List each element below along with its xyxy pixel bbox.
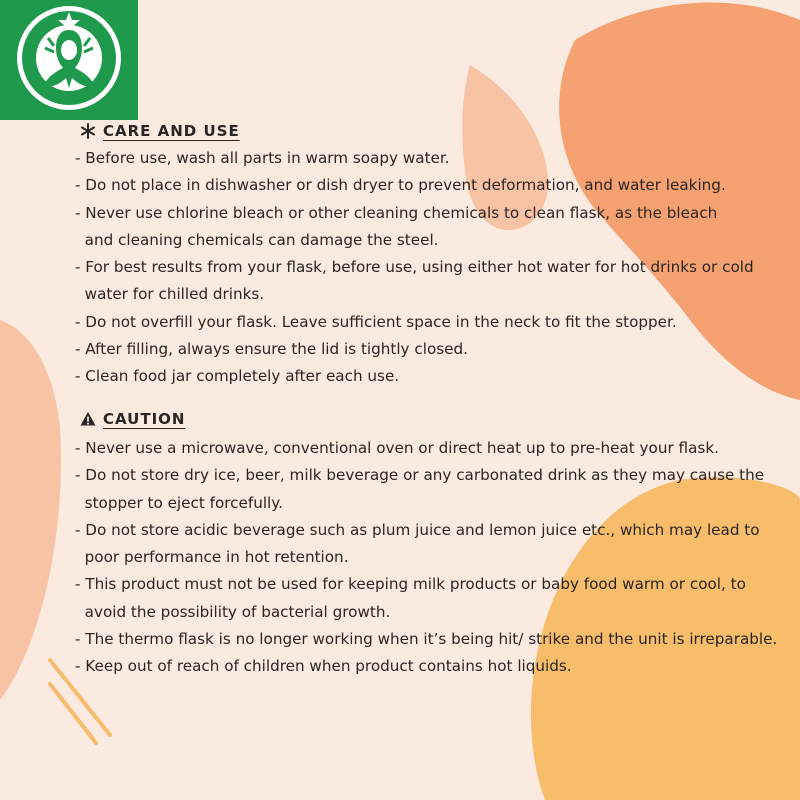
list-item: - Keep out of reach of children when product contains hot liquids. [75, 657, 572, 676]
list-item: and cleaning chemicals can damage the steel. [75, 230, 439, 249]
list-item: - Do not place in dishwasher or dish dryer to prevent deformation, and water leaking. [75, 176, 726, 195]
list-item: water for chilled drinks. [75, 285, 265, 304]
list-item: - Clean food jar completely after each use. [75, 367, 400, 386]
list-item: stopper to eject forcefully. [75, 493, 283, 512]
list-item: - Do not overfill your flask. Leave sufficient space in the neck to fit the stopper. [75, 312, 677, 331]
list-item: - After filling, always ensure the lid is tightly closed. [75, 340, 468, 359]
caution-title: CAUTION [103, 410, 186, 428]
care-and-use-heading [80, 122, 240, 140]
care-and-use-list [75, 145, 754, 391]
list-item: - This product must not be used for keeping milk products or baby food warm or cool, to [75, 575, 746, 594]
caution-heading [80, 410, 185, 428]
warning-icon [80, 411, 96, 427]
list-item: - Before use, wash all parts in warm soapy water. [75, 149, 450, 167]
snowflake-icon [80, 123, 96, 139]
list-item: avoid the possibility of bacterial growth. [75, 602, 391, 621]
caution-list [75, 435, 777, 681]
list-item: poor performance in hot retention. [75, 548, 349, 567]
list-item: - The thermo flask is no longer working when it’s being hit/ strike and the unit is irreparable. [75, 630, 778, 649]
care-and-use-title: CARE AND USE [103, 122, 240, 140]
list-item: - Do not store acidic beverage such as plum juice and lemon juice etc., which may lead to [75, 520, 760, 539]
list-item: - Never use a microwave, conventional oven or direct heat up to pre-heat your flask. [75, 439, 719, 457]
list-item: - Never use chlorine bleach or other cleaning chemicals to clean flask, as the bleach [75, 203, 718, 222]
list-item: - For best results from your flask, before use, using either hot water for hot drinks or cold [75, 258, 754, 277]
list-item: - Do not store dry ice, beer, milk beverage or any carbonated drink as they may cause the [75, 466, 765, 485]
